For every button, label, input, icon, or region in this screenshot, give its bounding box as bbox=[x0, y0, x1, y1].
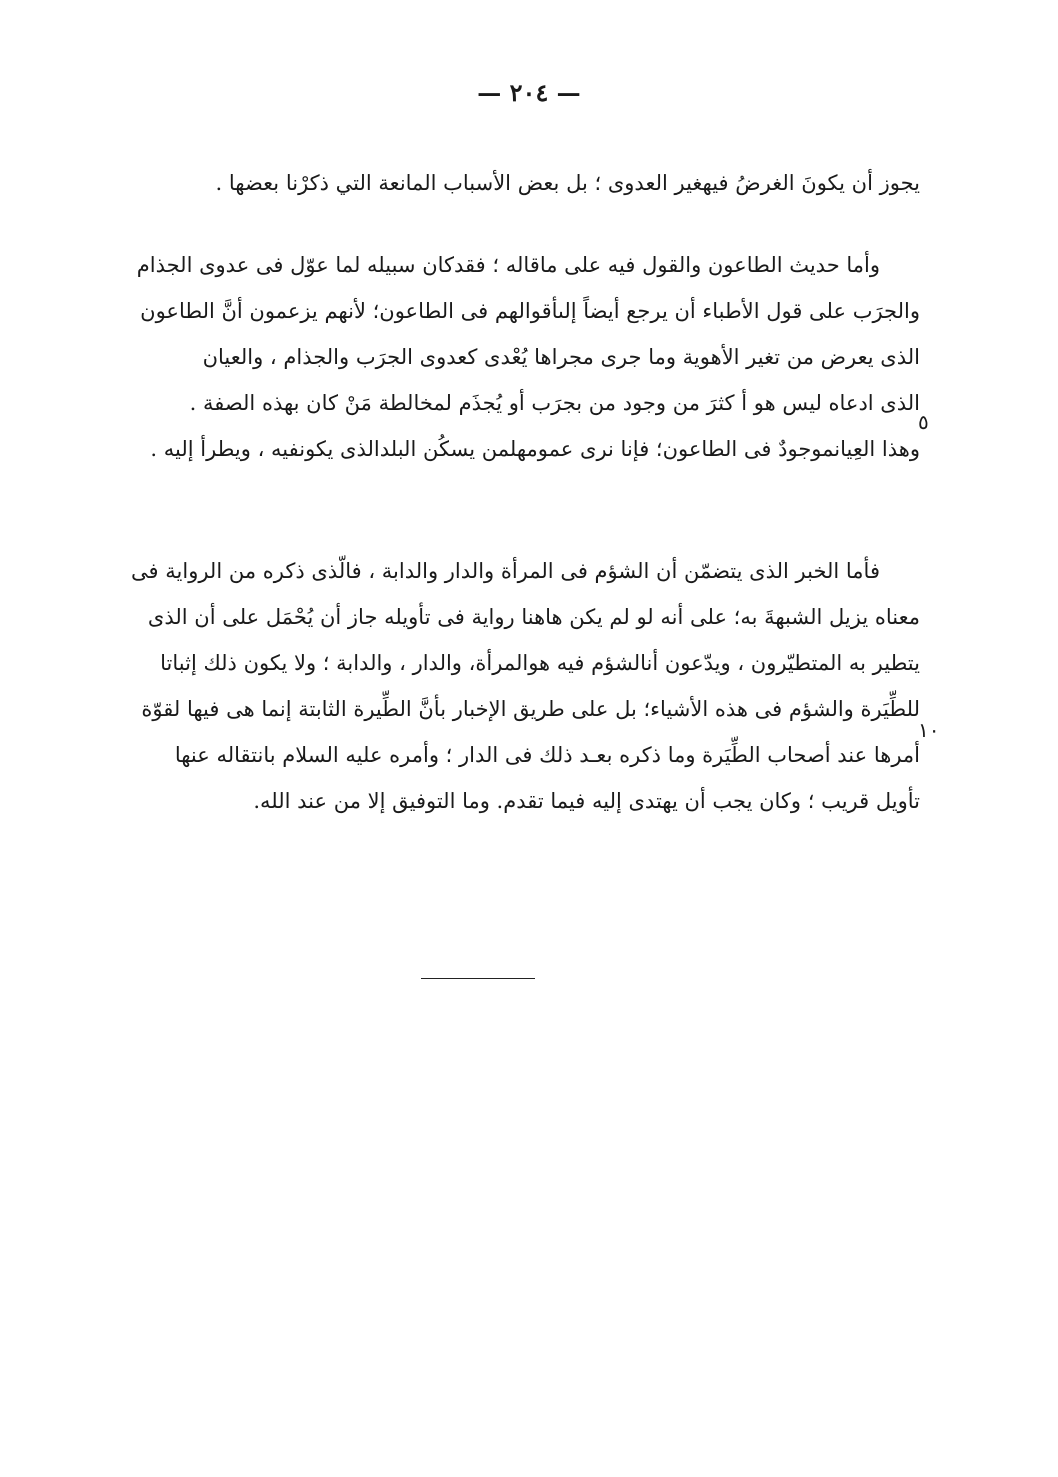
text-line: وهذا العِيانموجودٌ فى الطاعون؛ فإنا نرى عمومهلمن يسكُن البلدالذى يكونفيه ، ويطرأ إليه . bbox=[150, 437, 920, 461]
text-line: تأويل قريب ؛ وكان يجب أن يهتدى إليه فيما تقدم. وما التوفيق إلا من عند الله. bbox=[253, 789, 920, 813]
text-line: معناه يزيل الشبهةَ به؛ على أنه لو لم يكن هاهنا رواية فى تأويله جاز أن يُحْمَل على أن الذى bbox=[147, 605, 920, 629]
margin-line-number: ٥ bbox=[918, 410, 929, 434]
paragraph-3 bbox=[90, 548, 920, 824]
text-line: أمرها عند أصحاب الطِّيَرة وما ذكره بعـد ذلك فى الدار ؛ وأمره عليه السلام بانتقاله عنها bbox=[174, 743, 920, 767]
text-line: والجرَب على قول الأطباء أن يرجع أيضاً إلىأقوالهم فى الطاعون؛ لأنهم يزعمون أنَّ الطاعون bbox=[140, 299, 920, 323]
paragraph-1 bbox=[90, 160, 920, 206]
text-line: وأما حديث الطاعون والقول فيه على ماقاله ؛ فقدكان سبيله لما عوّل فى عدوى الجذام bbox=[136, 253, 880, 277]
text-line: يتطير به المتطيّرون ، ويدّعون أنالشؤم فيه هوالمرأة، والدار ، والدابة ؛ ولا يكون ذلك إثباتا bbox=[160, 651, 920, 675]
text-line: الذى ادعاه ليس هو أ كثرَ من وجود من بجرَب أو يُجذَم لمخالطة مَنْ كان بهذه الصفة . bbox=[189, 391, 920, 415]
end-rule bbox=[421, 978, 535, 979]
text-line: فأما الخبر الذى يتضمّن أن الشؤم فى المرأة والدار والدابة ، فالّذى ذكره من الرواية فى bbox=[131, 559, 880, 583]
text-line: الذى يعرض من تغير الأهوية وما جرى مجراها يُعْدى كعدوى الجرَب والجذام ، والعيان bbox=[202, 345, 920, 369]
page-number: — ٢٠٤ — bbox=[477, 78, 581, 107]
text-line: يجوز أن يكونَ الغرضُ فيهغير العدوى ؛ بل بعض الأسباب المانعة التي ذكرْنا بعضها . bbox=[215, 171, 920, 195]
paragraph-2 bbox=[90, 242, 920, 472]
text-line: للطِّيَرة والشؤم فى هذه الأشياء؛ بل على طريق الإخبار بأنَّ الطِّيرة الثابتة إنما هى فيها لقوّة bbox=[141, 697, 920, 721]
margin-line-number: ١٠ bbox=[918, 718, 940, 742]
